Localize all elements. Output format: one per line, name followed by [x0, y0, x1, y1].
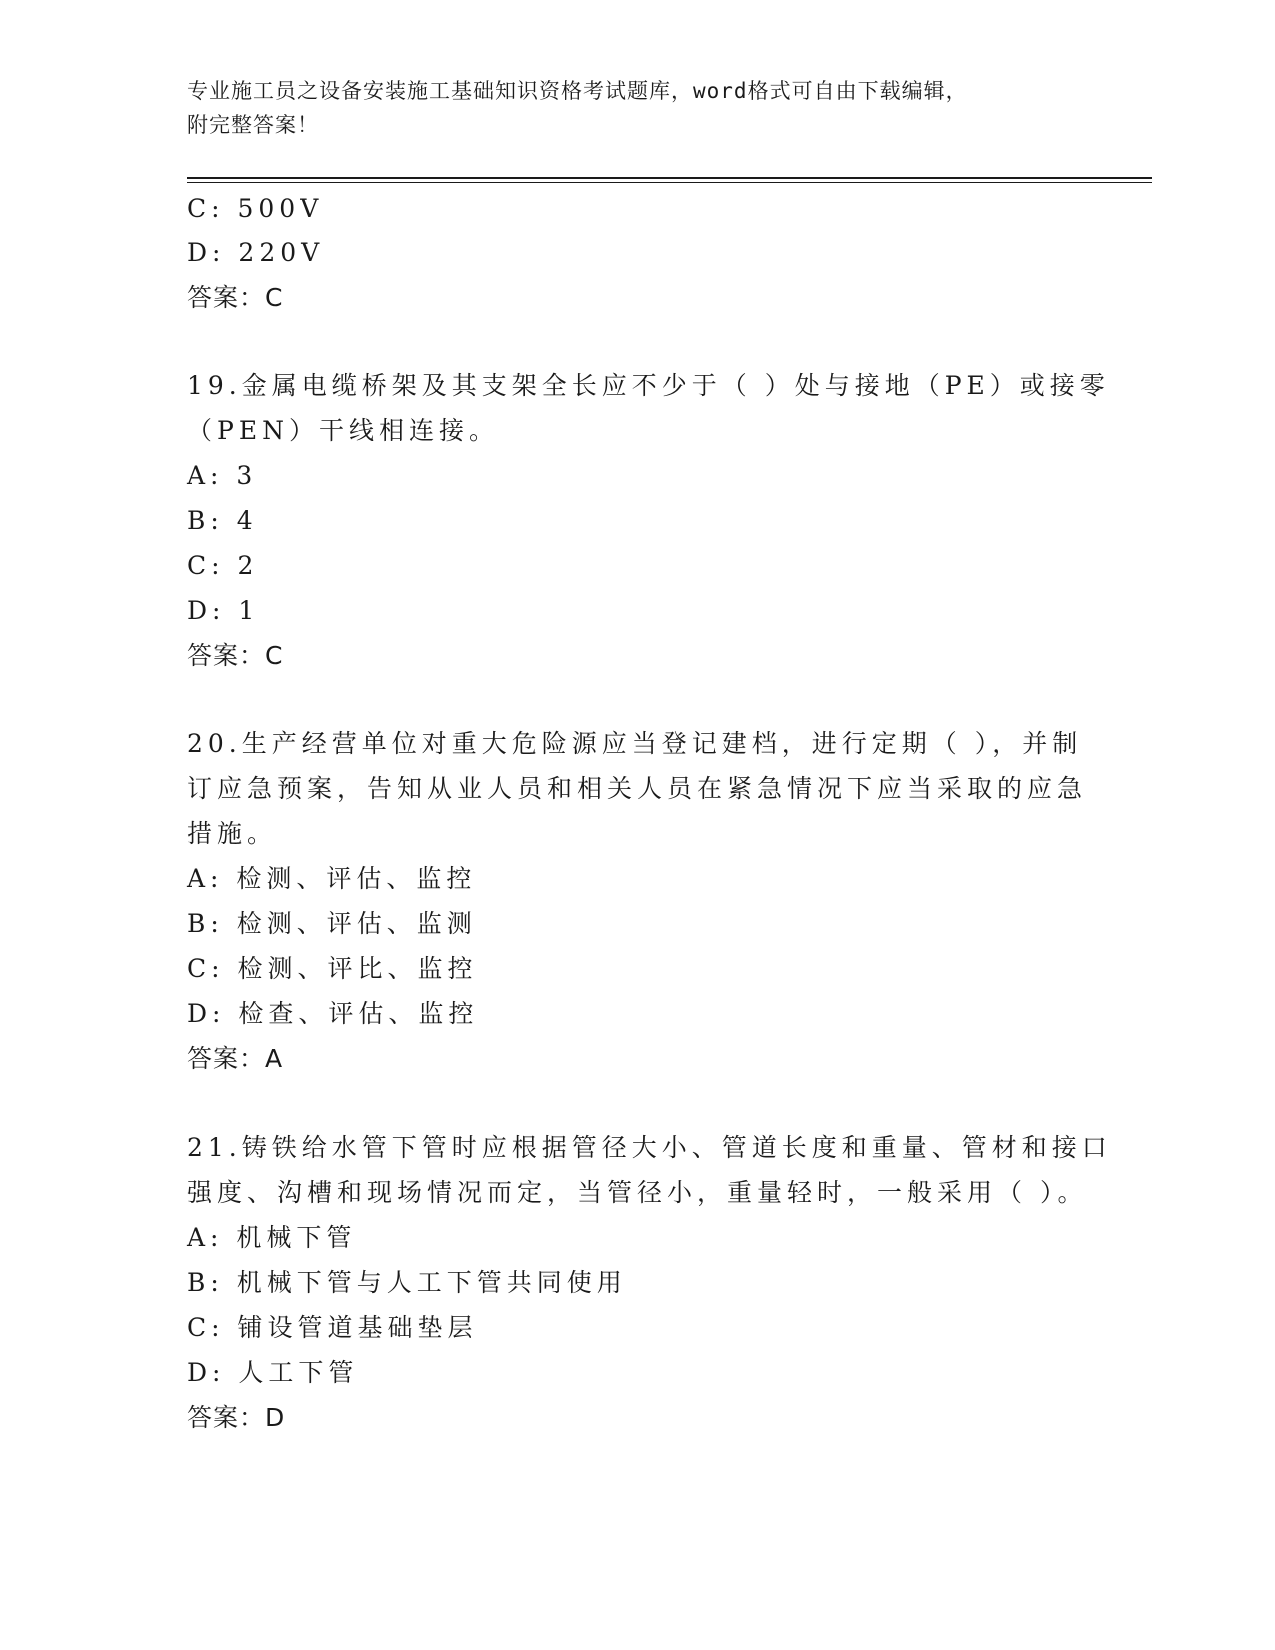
prev-option-d: D: 220V	[187, 238, 325, 267]
q20-stem-line-3: 措施。	[187, 819, 278, 848]
q20-option-c: C: 检测、评比、监控	[187, 954, 478, 983]
header-line-1: 专业施工员之设备安装施工基础知识资格考试题库，word格式可自由下载编辑，	[187, 79, 968, 103]
prev-option-c: C: 500V	[187, 194, 324, 223]
q19-stem-line-2: （PEN）干线相连接。	[187, 416, 499, 445]
q20-stem-line-2: 订应急预案，告知从业人员和相关人员在紧急情况下应当采取的应急	[187, 774, 1088, 803]
q21-stem-line-1: 21.铸铁给水管下管时应根据管径大小、管道长度和重量、管材和接口	[187, 1133, 1112, 1162]
q20-option-a: A: 检测、评估、监控	[187, 864, 477, 893]
q19-option-c: C: 2	[187, 551, 259, 580]
q19-option-b: B: 4	[187, 506, 258, 535]
q21-option-c: C: 铺设管道基础垫层	[187, 1313, 478, 1342]
header-line-2: 附完整答案！	[187, 113, 319, 137]
document-header	[187, 74, 1067, 142]
q20-answer: 答案：A	[187, 1044, 284, 1073]
q19-option-a: A: 3	[187, 461, 258, 490]
header-divider-thin	[187, 182, 1152, 183]
q21-answer: 答案：D	[187, 1403, 286, 1432]
header-divider-thick	[187, 177, 1152, 179]
q20-stem-line-1: 20.生产经营单位对重大危险源应当登记建档，进行定期（ ），并制	[187, 729, 1083, 758]
prev-answer: 答案：C	[187, 283, 284, 312]
q19-stem-line-1: 19.金属电缆桥架及其支架全长应不少于（ ）处与接地（PE）或接零	[187, 371, 1110, 400]
q21-stem-line-2: 强度、沟槽和现场情况而定，当管径小，重量轻时，一般采用（ ）。	[187, 1178, 1088, 1207]
q21-option-a: A: 机械下管	[187, 1223, 357, 1252]
q20-option-b: B: 检测、评估、监测	[187, 909, 477, 938]
q21-option-d: D: 人工下管	[187, 1358, 359, 1387]
q20-option-d: D: 检查、评估、监控	[187, 999, 479, 1028]
q19-answer: 答案：C	[187, 641, 284, 670]
q19-option-d: D: 1	[187, 596, 260, 625]
q21-option-b: B: 机械下管与人工下管共同使用	[187, 1268, 627, 1297]
